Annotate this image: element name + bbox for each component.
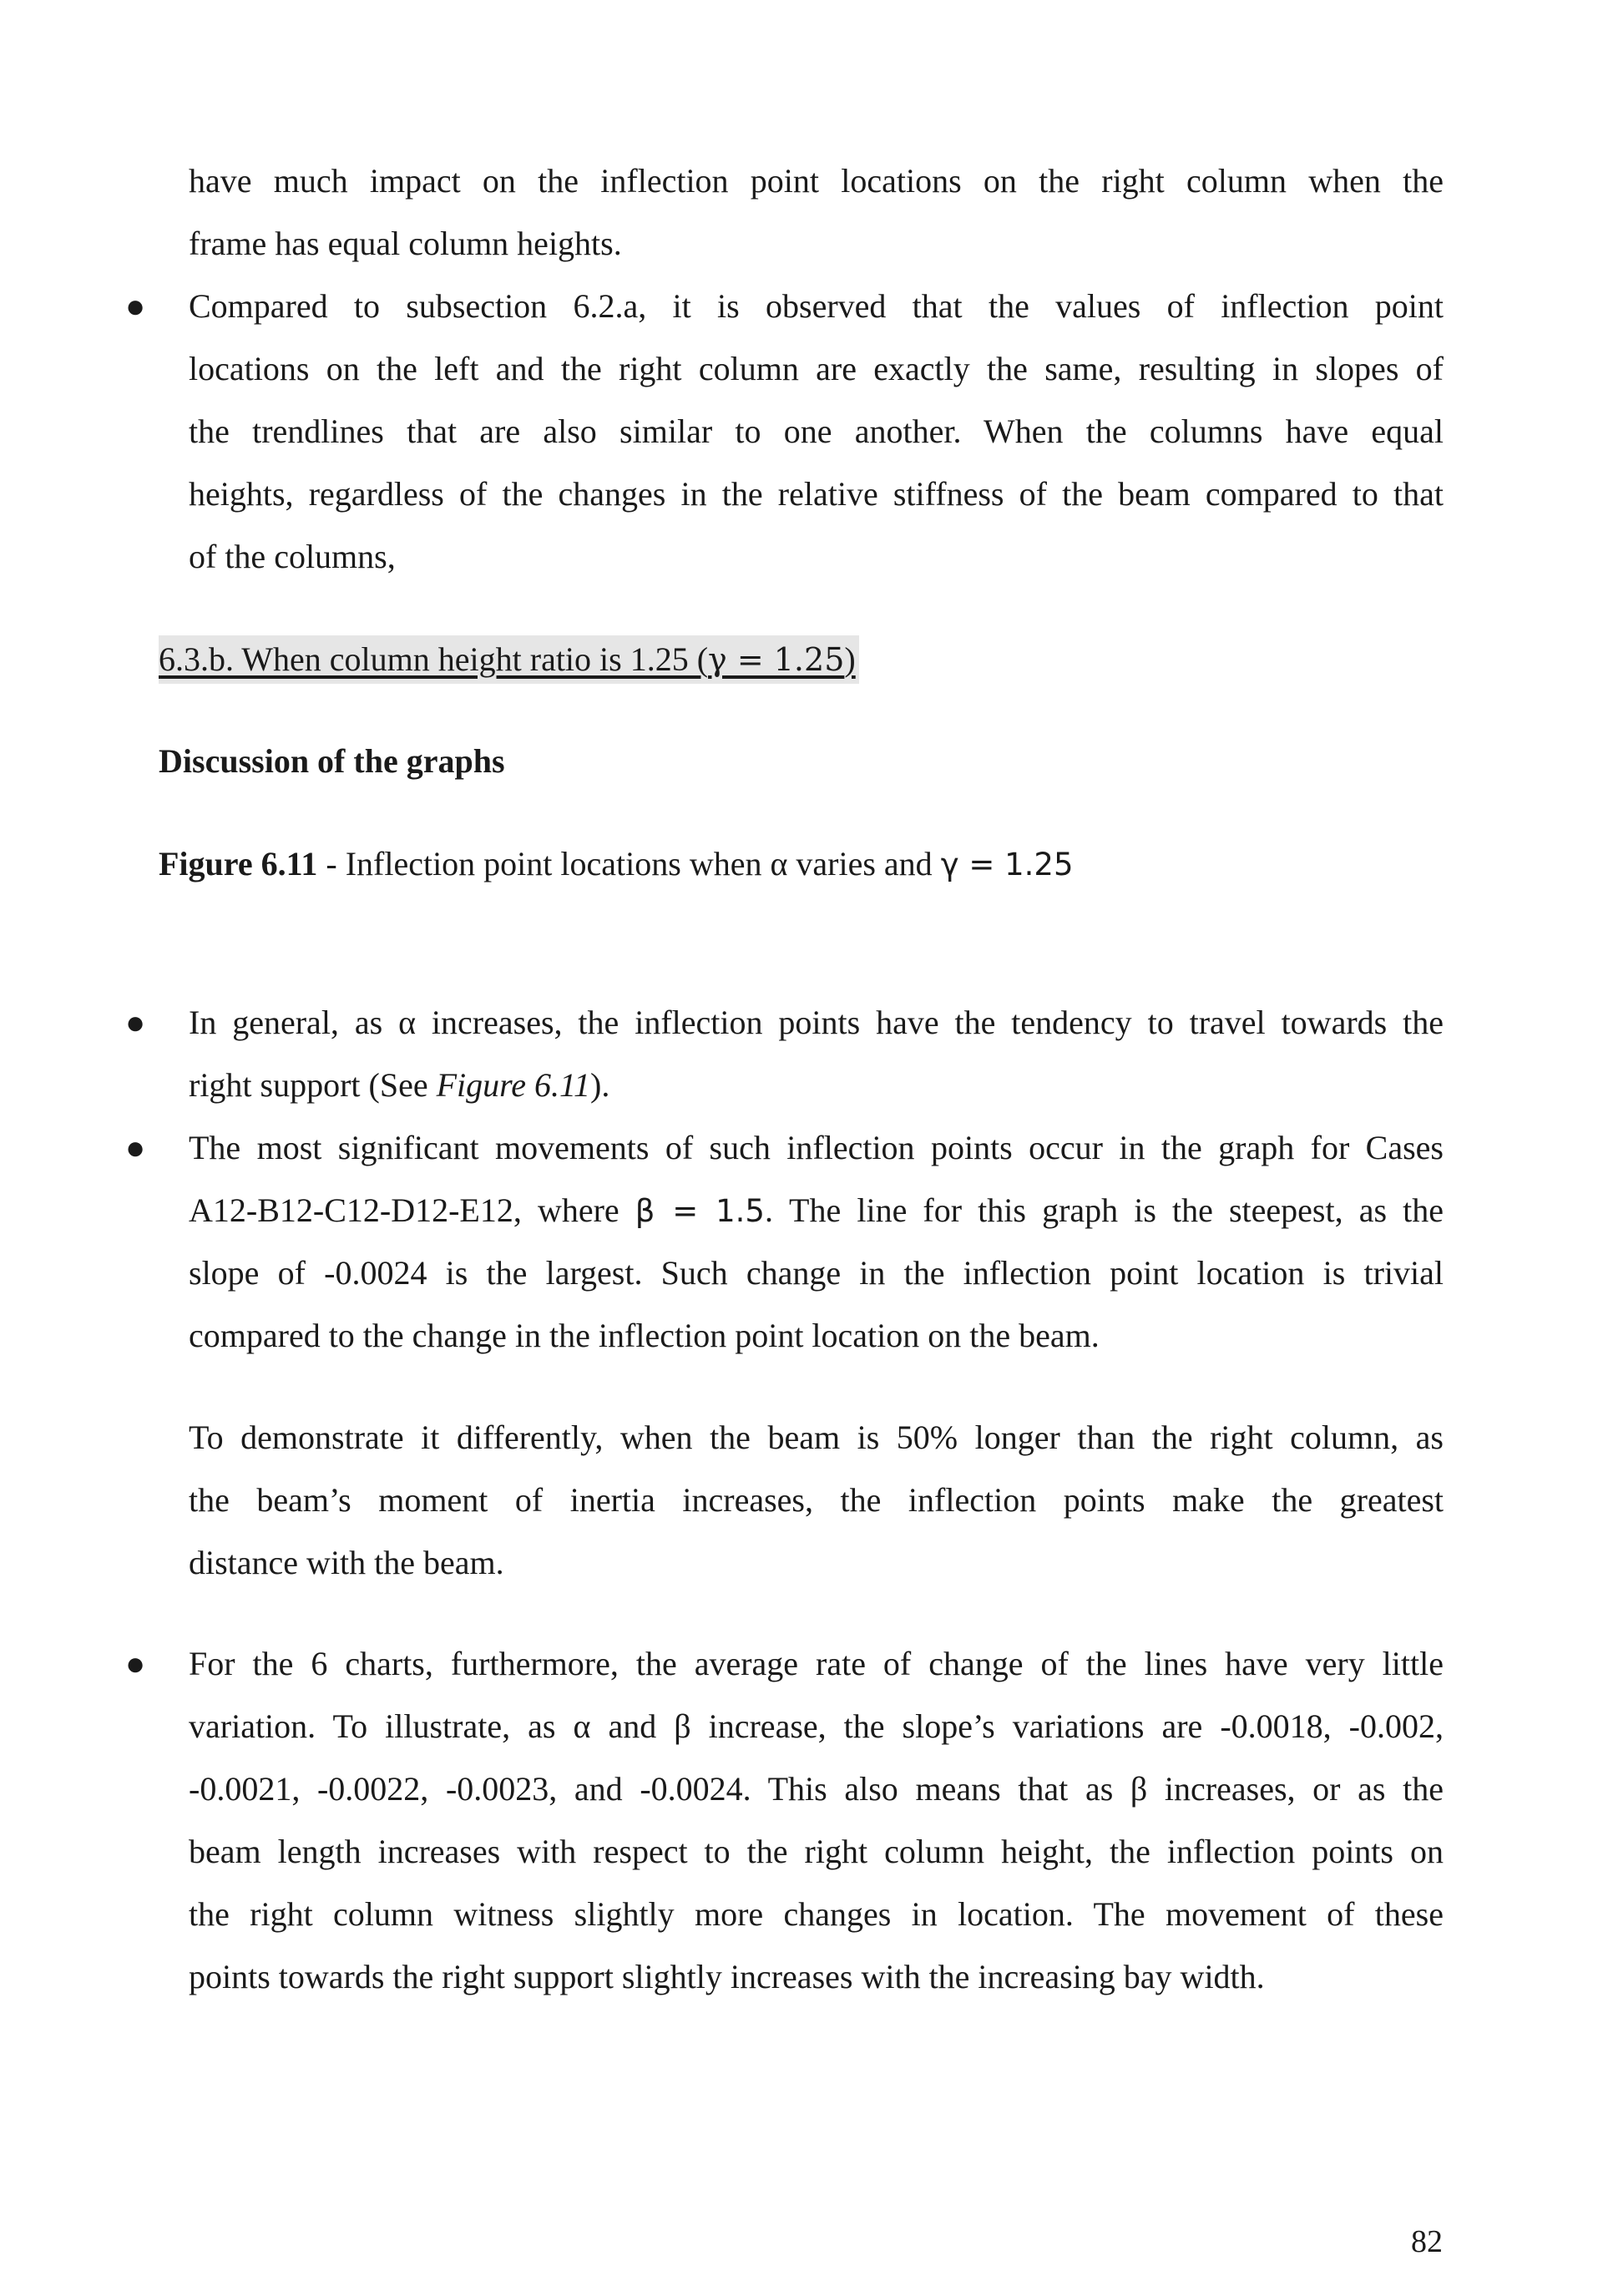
paragraph-line: heights, regardless of the changes in the relative stiffness of the beam compared to that <box>189 475 1444 513</box>
discussion-heading: Discussion of the graphs <box>159 742 505 780</box>
paragraph-line <box>189 1190 1444 1232</box>
bullet-marker: ● <box>125 287 146 325</box>
figure-text: - Inflection point locations when α varies and <box>317 845 941 882</box>
paragraph-line: the beam’s moment of inertia increases, the inflection points make the greatest <box>189 1481 1444 1519</box>
section-heading-math: γ = 1.25 <box>708 641 845 678</box>
section-heading-text: 6.3.b. When column height ratio is 1.25 ( <box>159 640 709 678</box>
paragraph-line: beam length increases with respect to the right column height, the inflection points on <box>189 1833 1444 1870</box>
paragraph-line: locations on the left and the right column are exactly the same, resulting in slopes of <box>189 350 1444 387</box>
text-run: ). <box>590 1066 610 1104</box>
paragraph-line: of the columns, <box>189 538 396 575</box>
bullet-marker: ● <box>125 1004 146 1041</box>
paragraph-line: -0.0021, -0.0022, -0.0023, and -0.0024. This also means that as β increases, or as the <box>189 1770 1444 1808</box>
inline-math: β = 1.5 <box>635 1193 765 1229</box>
page-number: 82 <box>1411 2224 1443 2259</box>
paragraph-line: frame has equal column heights. <box>189 225 622 262</box>
section-heading <box>159 635 859 684</box>
figure-caption <box>159 843 1074 886</box>
paragraph-line: To demonstrate it differently, when the beam is 50% longer than the right column, as <box>189 1419 1444 1456</box>
figure-math: γ = 1.25 <box>940 847 1074 882</box>
paragraph-line: the trendlines that are also similar to one another. When the columns have equal <box>189 412 1444 450</box>
figure-reference: Figure 6.11 <box>436 1066 591 1104</box>
figure-label: Figure 6.11 <box>159 845 318 882</box>
paragraph-line: Compared to subsection 6.2.a, it is observed that the values of inflection point <box>189 287 1444 325</box>
section-heading-close: ) <box>844 640 856 678</box>
paragraph-line: points towards the right support slightly increases with the increasing bay width. <box>189 1958 1265 1995</box>
paragraph-line: For the 6 charts, furthermore, the average rate of change of the lines have very little <box>189 1645 1444 1682</box>
text-run: A12-B12-C12-D12-E12, where <box>189 1191 635 1229</box>
paragraph-line: have much impact on the inflection point locations on the right column when the <box>189 162 1444 200</box>
text-run: . The line for this graph is the steepest, as the <box>764 1191 1444 1229</box>
paragraph-line <box>189 1065 609 1106</box>
paragraph-line: distance with the beam. <box>189 1544 504 1581</box>
paragraph-line: In general, as α increases, the inflection points have the tendency to travel towards the <box>189 1004 1444 1041</box>
paragraph-line: compared to the change in the inflection point location on the beam. <box>189 1317 1100 1354</box>
text-run: right support (See <box>189 1066 437 1104</box>
bullet-marker: ● <box>125 1645 146 1682</box>
paragraph-line: variation. To illustrate, as α and β increase, the slope’s variations are -0.0018, -0.002, <box>189 1707 1444 1745</box>
paragraph-line: the right column witness slightly more changes in location. The movement of these <box>189 1895 1444 1933</box>
bullet-marker: ● <box>125 1129 146 1166</box>
paragraph-line: slope of -0.0024 is the largest. Such change in the inflection point location is trivial <box>189 1254 1444 1292</box>
paragraph-line: The most significant movements of such inflection points occur in the graph for Cases <box>189 1129 1444 1166</box>
